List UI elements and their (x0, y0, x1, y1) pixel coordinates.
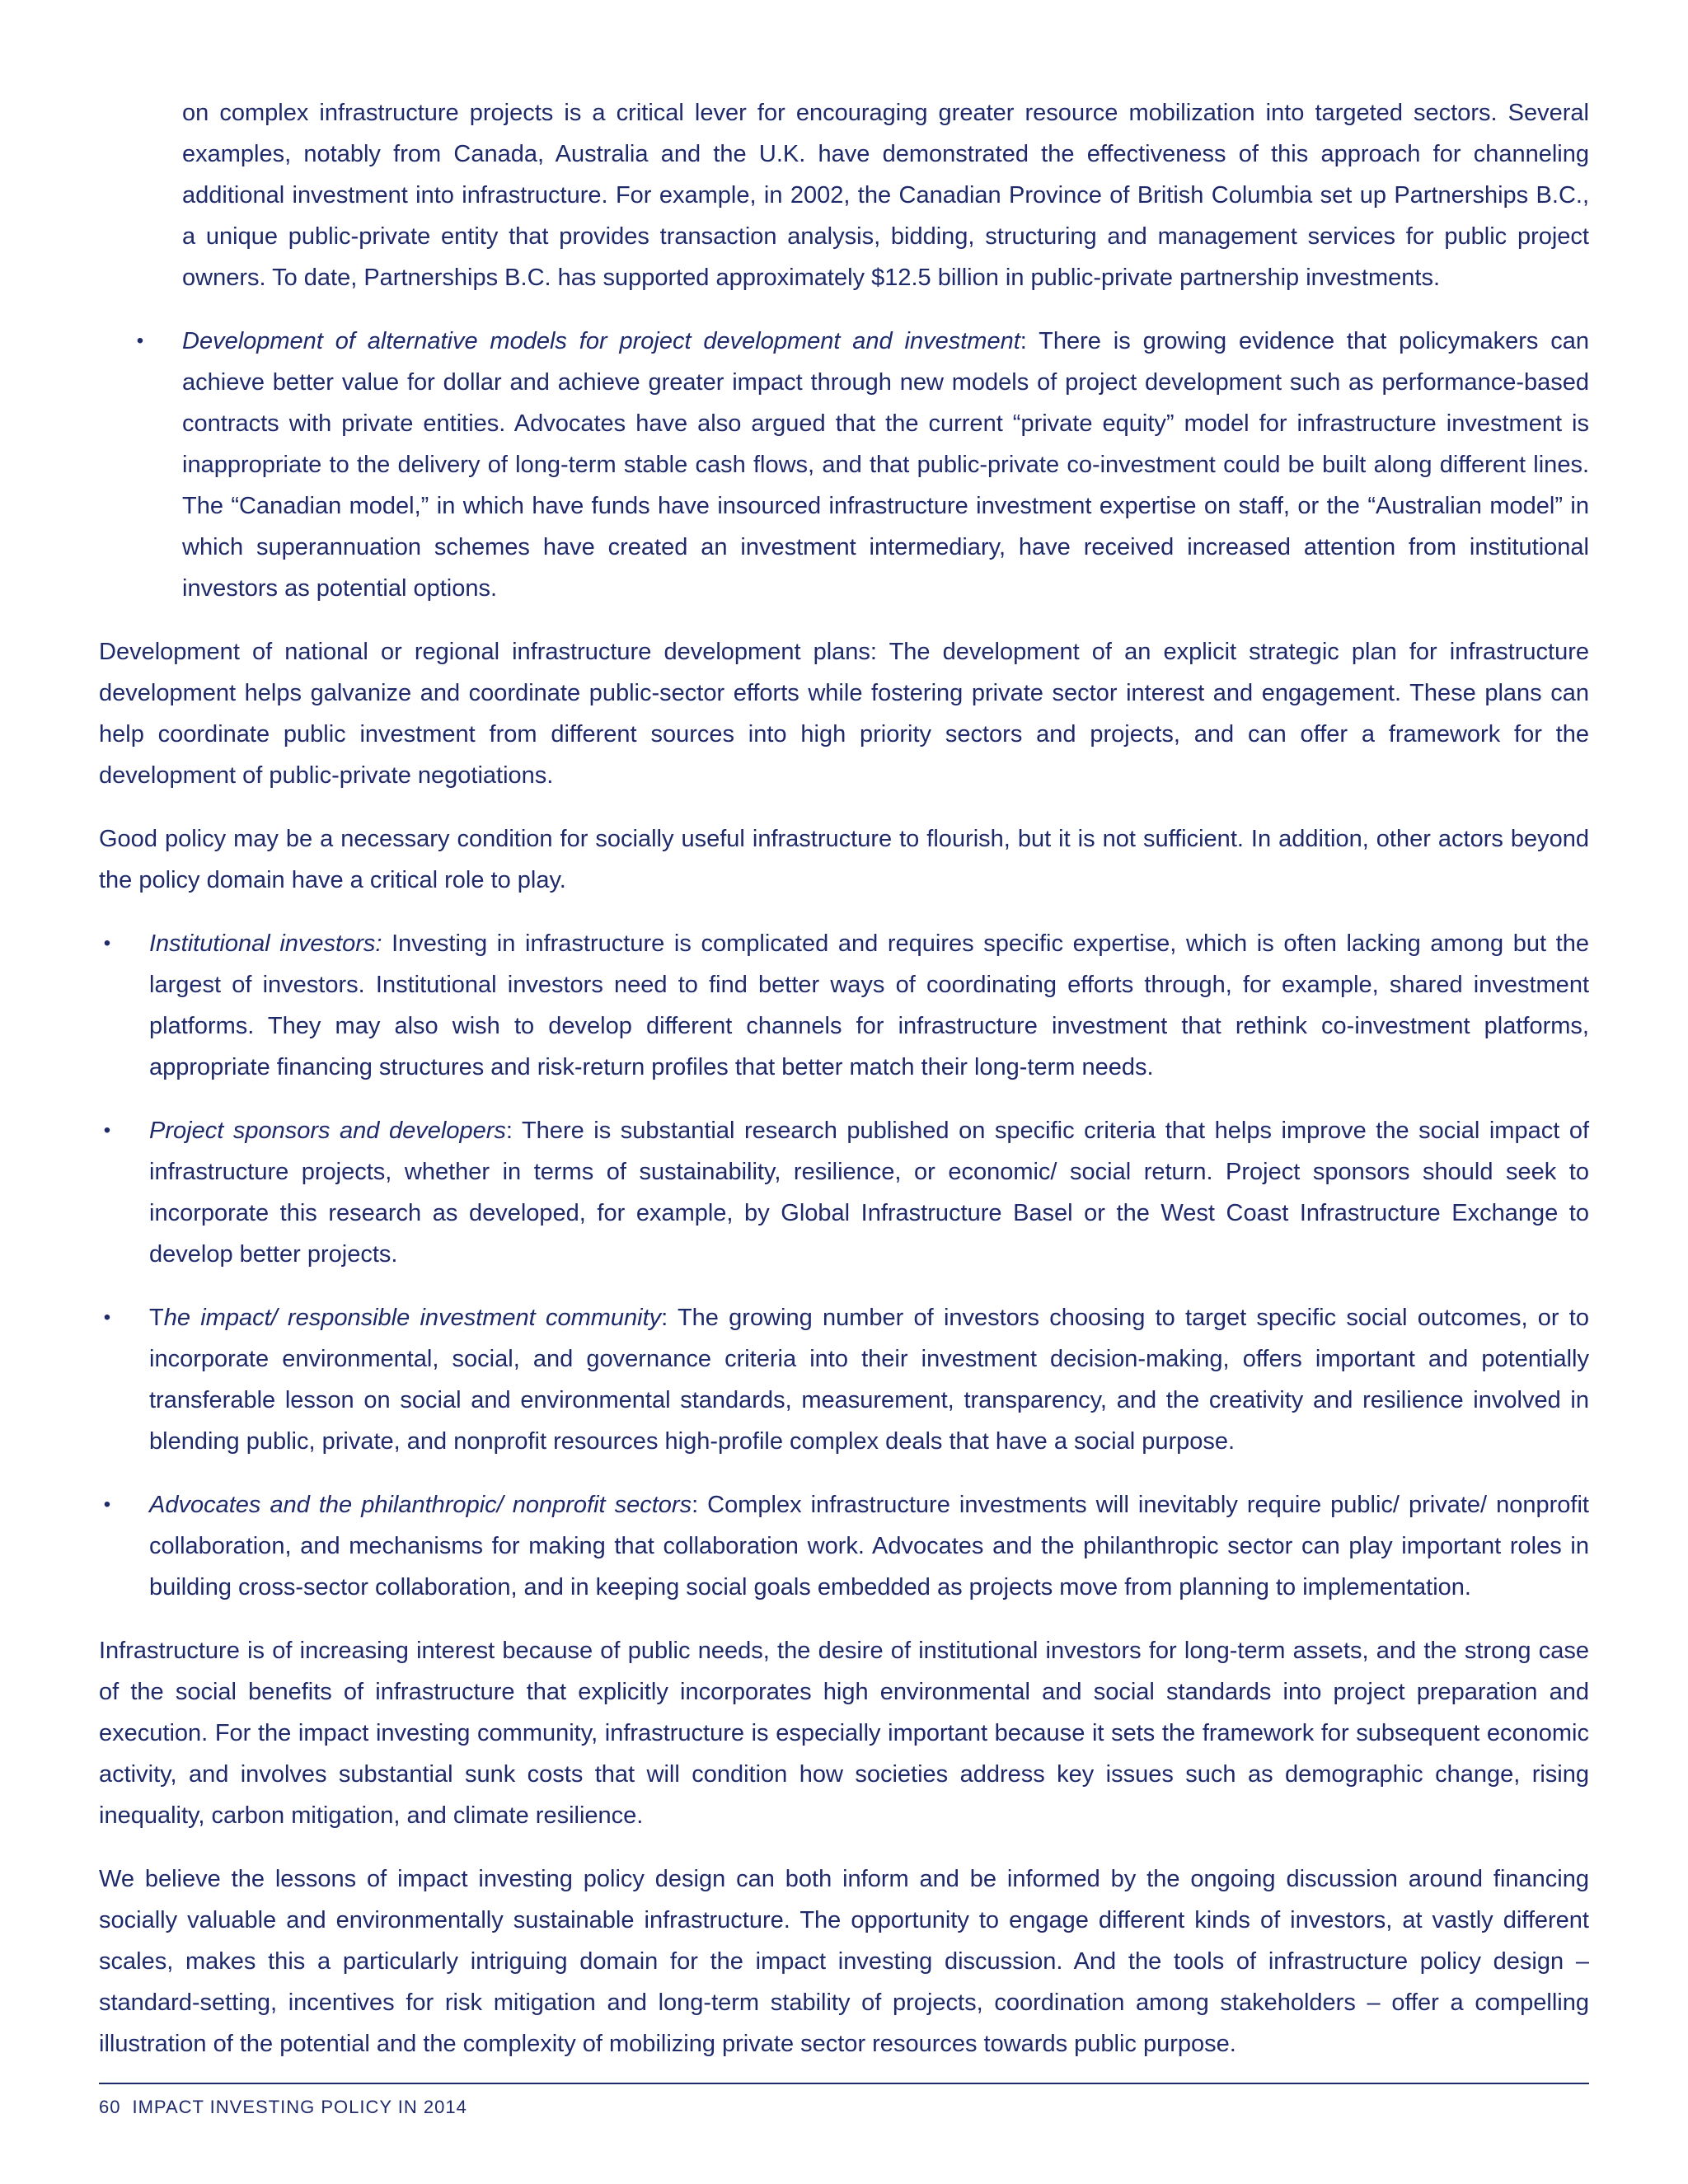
bullet-text: : The growing number of investors choosing to target specific social outcomes, or to incorporate environmental, social, and governance criteria into their investment decision-making, offers important and potentially transferable lesson on social and environmental standards, measurement, transparency, and the creativity and resilience involved in blending public, private, and nonprofit resources high-profile complex deals that have a social purpose. (149, 1305, 1589, 1455)
bullet-dot: • (103, 1493, 111, 1516)
bullet-label: Development of alternative models for project development and investment (182, 328, 1020, 354)
bullet-text: : There is growing evidence that policymakers can achieve better value for dollar and achieve greater impact through new models of project development such as performance-based contracts with private entities. Advocates have also argued that the current “private equity” model for infrastructure investment is inappropriate to the delivery of long-term stable cash flows, and that public-private co-investment could be built along different lines. The “Canadian model,” in which have funds have insourced infrastructure investment expertise on staff, or the “Australian model” in which superannuation schemes have created an investment intermediary, have received increased attention from institutional investors as potential options. (182, 328, 1589, 602)
footer-divider (99, 2083, 1589, 2084)
page-footer (99, 2095, 467, 2120)
page-number: 60 (99, 2097, 121, 2117)
bullet-institutional-investors (99, 923, 1589, 1088)
bullet-alternative-models (132, 321, 1589, 609)
paragraph-we-believe: We believe the lessons of impact investing policy design can both inform and be informed by the ongoing discussion around financing socially valuable and environmentally sustainable infrastructure. The opportunity to engage different kinds of investors, at vastly different scales, makes this a particularly intriguing domain for the impact investing discussion. And the tools of infrastructure policy design – standard-setting, incentives for risk mitigation and long-term stability of projects, coordination among stakeholders – offer a compelling illustration of the potential and the complexity of mobilizing private sector resources towards public purpose. (99, 1866, 1589, 2057)
bullet-dot: • (103, 1306, 111, 1329)
page-body (99, 92, 1589, 2064)
bullet-prefix: T (149, 1305, 164, 1331)
bullet-label: Institutional investors: (149, 930, 382, 957)
bullet-project-sponsors (99, 1110, 1589, 1275)
bullet-dot: • (103, 932, 111, 954)
bullet-text: : Complex infrastructure investments will inevitably require public/ private/ nonprofit collaboration, and mechanisms for making that collaboration work. Advocates and the philanthropic sector can play important roles in building cross-sector collaboration, and in keeping social goals embedded as projects move from planning to implementation. (149, 1492, 1589, 1601)
bullet-dot: • (136, 330, 144, 352)
bullet-text: : There is substantial research published on specific criteria that helps improve the social impact of infrastructure projects, whether in terms of sustainability, resilience, or economic/ social return. Project sponsors should seek to incorporate this research as developed, for example, by Global Infrastructure Basel or the West Coast Infrastructure Exchange to develop better projects. (149, 1118, 1589, 1268)
paragraph-infrastructure-interest: Infrastructure is of increasing interest because of public needs, the desire of institutional investors for long-term assets, and the strong case of the social benefits of infrastructure that explicitly incorporates high environmental and social standards into project preparation and execution. For the impact investing community, infrastructure is especially important because it sets the framework for subsequent economic activity, and involves substantial sunk costs that will condition how societies address key issues such as demographic change, rising inequality, carbon mitigation, and climate resilience. (99, 1638, 1589, 1829)
paragraph-national-plans: Development of national or regional infrastructure development plans: The development of an explicit strategic plan for infrastructure development helps galvanize and coordinate public-sector efforts while fostering private sector interest and engagement. These plans can help coordinate public investment from different sources into high priority sectors and projects, and can offer a framework for the development of public-private negotiations. (99, 639, 1589, 789)
bullet-label: Project sponsors and developers (149, 1118, 506, 1144)
footer-title: IMPACT INVESTING POLICY IN 2014 (132, 2097, 467, 2117)
bullet-label: Advocates and the philanthropic/ nonprofit sectors (149, 1492, 692, 1518)
bullet-text: Investing in infrastructure is complicated and requires specific expertise, which is often lacking among but the largest of investors. Institutional investors need to find better ways of coordinating efforts through, for example, shared investment platforms. They may also wish to develop different channels for infrastructure investment that rethink co-investment platforms, appropriate financing structures and risk-return profiles that better match their long-term needs. (149, 930, 1589, 1080)
bullet-impact-community (99, 1297, 1589, 1462)
paragraph-good-policy: Good policy may be a necessary condition for socially useful infrastructure to flourish, but it is not sufficient. In addition, other actors beyond the policy domain have a critical role to play. (99, 826, 1589, 893)
bullet-label: he impact/ responsible investment community (163, 1305, 662, 1331)
continuation-paragraph: on complex infrastructure projects is a critical lever for encouraging greater resource mobilization into targeted sectors. Several examples, notably from Canada, Australia and the U.K. have demonstrated the effectiveness of this approach for channeling additional investment into infrastructure. For example, in 2002, the Canadian Province of British Columbia set up Partnerships B.C., a unique public-private entity that provides transaction analysis, bidding, structuring and management services for public project owners. To date, Partnerships B.C. has supported approximately $12.5 billion in public-private partnership investments. (182, 100, 1589, 291)
bullet-advocates-philanthropic (99, 1484, 1589, 1608)
bullet-dot: • (103, 1119, 111, 1141)
